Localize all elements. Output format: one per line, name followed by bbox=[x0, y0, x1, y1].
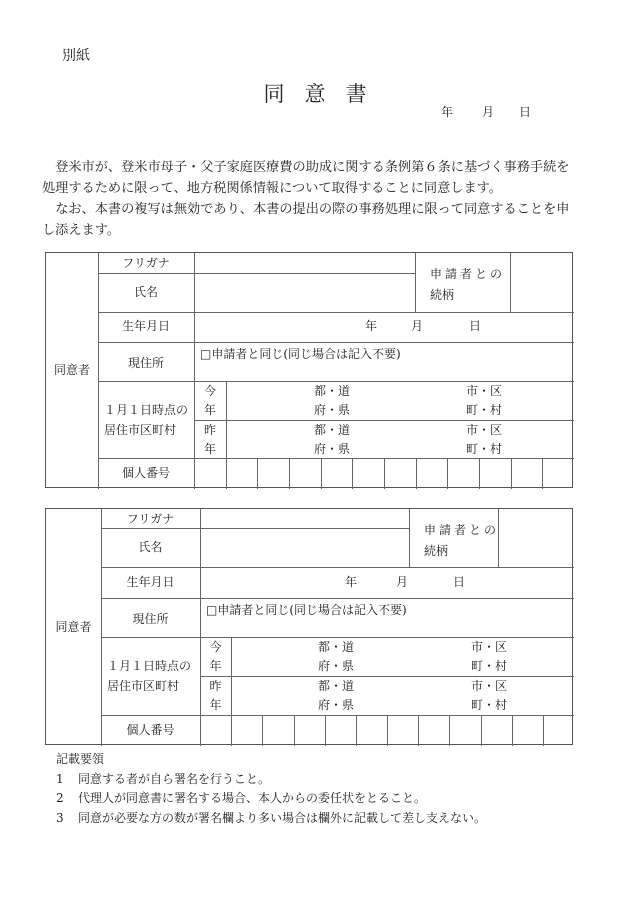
personal-number-digit-input[interactable] bbox=[296, 717, 327, 746]
table-grid-line bbox=[200, 528, 409, 529]
address-label: 現住所 bbox=[132, 611, 169, 626]
this-year-municipality-line1: 市・区 bbox=[471, 640, 508, 654]
personal-number-digit-input[interactable] bbox=[354, 460, 386, 489]
section-label-consenter: 同意者 bbox=[55, 619, 92, 634]
instruction-item bbox=[56, 770, 486, 790]
date-year-label: 年 bbox=[441, 105, 454, 119]
table-grid-line bbox=[510, 253, 511, 312]
relation-label-line2: 続柄 bbox=[424, 544, 449, 558]
this-year-municipality-line2: 町・村 bbox=[466, 403, 503, 417]
birthdate-day-unit: 日 bbox=[469, 319, 482, 333]
residence-label-line1: １月１日時点の bbox=[107, 659, 192, 673]
instruction-text: 代理人が同意書に署名する場合、本人からの委任状をとること。 bbox=[78, 791, 427, 805]
instruction-number: 1 bbox=[56, 771, 64, 786]
last-year-municipality-line2: 町・村 bbox=[466, 442, 503, 456]
personal-number-label: 個人番号 bbox=[121, 465, 170, 480]
table-grid-line bbox=[98, 312, 574, 313]
personal-number-digit-input[interactable] bbox=[196, 460, 228, 489]
furigana-input[interactable] bbox=[202, 511, 411, 528]
this-year-prefecture-line1: 都・道 bbox=[314, 384, 351, 398]
personal-number-digit-input[interactable] bbox=[259, 460, 291, 489]
residence-label-line2: 居住市区町村 bbox=[107, 679, 180, 693]
relation-input[interactable] bbox=[512, 255, 576, 312]
personal-number-digit-input[interactable] bbox=[202, 717, 233, 746]
table-grid-line bbox=[101, 567, 574, 568]
birthdate-year-unit: 年 bbox=[365, 319, 378, 333]
instruction-item bbox=[56, 789, 486, 809]
name-label: 氏名 bbox=[133, 284, 158, 299]
last-year-prefecture-line1: 都・道 bbox=[314, 423, 351, 437]
personal-number-digit-input[interactable] bbox=[327, 717, 358, 746]
consent-paragraph-2: なお、本書の複写は無効であり、本書の提出の際の事務処理に限って同意することを申し添えます。 bbox=[42, 202, 570, 238]
last-year-label-line2: 年 bbox=[209, 698, 222, 712]
last-year-label-line1: 昨 bbox=[209, 679, 222, 693]
personal-number-label: 個人番号 bbox=[126, 722, 175, 737]
last-year-prefecture-line2: 府・県 bbox=[314, 442, 351, 456]
consent-paragraph-1: 登米市が、登米市母子・父子家庭医療費の助成に関する条例第６条に基づく事務手続を処理するために限って、地方税関係情報について取得することに同意します。 bbox=[42, 160, 570, 196]
name-input[interactable] bbox=[196, 275, 417, 312]
last-year-label-line1: 昨 bbox=[203, 423, 216, 437]
furigana-label: フリガナ bbox=[126, 512, 175, 526]
instruction-number: 2 bbox=[56, 791, 64, 805]
personal-number-digit-input[interactable] bbox=[483, 717, 514, 746]
table-grid-line bbox=[194, 420, 574, 421]
consenter-table bbox=[45, 252, 573, 488]
birthdate-label: 生年月日 bbox=[126, 574, 175, 589]
table-grid-line bbox=[200, 676, 574, 677]
date-day-label: 日 bbox=[519, 105, 532, 119]
last-year-prefecture-line2: 府・県 bbox=[318, 698, 355, 712]
personal-number-digit-input[interactable] bbox=[264, 717, 295, 746]
last-year-municipality-line1: 市・区 bbox=[466, 423, 503, 437]
date-month-label: 月 bbox=[482, 105, 495, 119]
personal-number-digit-input[interactable] bbox=[418, 460, 450, 489]
attachment-label: 別紙 bbox=[62, 48, 90, 64]
furigana-label: フリガナ bbox=[122, 256, 170, 270]
instruction-item bbox=[56, 809, 486, 829]
birthdate-year-unit: 年 bbox=[345, 574, 358, 589]
this-year-prefecture-line1: 都・道 bbox=[318, 640, 355, 654]
personal-number-digit-input[interactable] bbox=[544, 460, 576, 489]
section-label-consenter: 同意者 bbox=[53, 363, 90, 377]
personal-number-digit-input[interactable] bbox=[513, 460, 545, 489]
instructions-title: 記載要領 bbox=[56, 752, 105, 766]
personal-number-digit-input[interactable] bbox=[233, 717, 264, 746]
this-year-label-line2: 年 bbox=[203, 403, 216, 417]
last-year-label-line2: 年 bbox=[203, 442, 216, 456]
same-as-applicant-checkbox[interactable]: □申請者と同じ(同じ場合は記入不要) bbox=[206, 603, 407, 617]
table-grid-line bbox=[194, 273, 415, 274]
instruction-text: 同意する者が自ら署名を行うこと。 bbox=[78, 771, 271, 786]
personal-number-digit-input[interactable] bbox=[420, 717, 451, 746]
table-grid-line bbox=[98, 273, 194, 274]
personal-number-digit-input[interactable] bbox=[389, 717, 420, 746]
instructions bbox=[56, 750, 486, 828]
personal-number-digit-input[interactable] bbox=[386, 460, 418, 489]
name-label: 氏名 bbox=[138, 539, 163, 554]
last-year-municipality-line1: 市・区 bbox=[471, 679, 508, 693]
relation-label-line1: 申請者との bbox=[430, 267, 506, 281]
instruction-text: 同意が必要な方の数が署名欄より多い場合は欄外に記載して差し支えない。 bbox=[78, 810, 487, 825]
personal-number-digit-input[interactable] bbox=[545, 717, 576, 746]
this-year-prefecture-line2: 府・県 bbox=[318, 659, 355, 673]
this-year-prefecture-line2: 府・県 bbox=[314, 403, 351, 417]
personal-number-digit-input[interactable] bbox=[514, 717, 545, 746]
this-year-label-line1: 今 bbox=[203, 384, 216, 398]
personal-number-digit-input[interactable] bbox=[358, 717, 389, 746]
consent-statement bbox=[42, 157, 582, 241]
personal-number-digit-input[interactable] bbox=[228, 460, 260, 489]
consenter-table bbox=[45, 508, 573, 745]
instruction-number: 3 bbox=[56, 810, 64, 825]
relation-label-line2: 続柄 bbox=[430, 288, 455, 302]
personal-number-digit-input[interactable] bbox=[481, 460, 513, 489]
document-title: 同意書 bbox=[263, 82, 387, 106]
personal-number-digit-input[interactable] bbox=[323, 460, 355, 489]
birthdate-label: 生年月日 bbox=[121, 319, 170, 333]
relation-input[interactable] bbox=[500, 511, 576, 567]
birthdate-month-unit: 月 bbox=[411, 319, 424, 333]
name-input[interactable] bbox=[202, 530, 411, 567]
this-year-label-line2: 年 bbox=[209, 659, 222, 673]
birthdate-month-unit: 月 bbox=[396, 574, 409, 589]
personal-number-digit-input[interactable] bbox=[291, 460, 323, 489]
furigana-input[interactable] bbox=[196, 255, 417, 273]
this-year-municipality-line1: 市・区 bbox=[466, 384, 503, 398]
birthdate-day-unit: 日 bbox=[453, 574, 466, 589]
residence-label-line2: 居住市区町村 bbox=[104, 422, 177, 437]
this-year-label-line1: 今 bbox=[209, 640, 222, 654]
this-year-municipality-line2: 町・村 bbox=[471, 659, 508, 673]
personal-number-digit-input[interactable] bbox=[449, 460, 481, 489]
last-year-municipality-line2: 町・村 bbox=[471, 698, 508, 712]
same-as-applicant-checkbox[interactable]: □申請者と同じ(同じ場合は記入不要) bbox=[200, 347, 401, 361]
table-grid-line bbox=[101, 715, 574, 716]
table-grid-line bbox=[101, 598, 574, 599]
table-grid-line bbox=[98, 342, 574, 343]
address-label: 現住所 bbox=[127, 355, 164, 370]
residence-label-line1: １月１日時点の bbox=[104, 402, 189, 417]
relation-label-line1: 申請者との bbox=[424, 523, 500, 537]
last-year-prefecture-line1: 都・道 bbox=[318, 679, 355, 693]
personal-number-digit-input[interactable] bbox=[451, 717, 482, 746]
